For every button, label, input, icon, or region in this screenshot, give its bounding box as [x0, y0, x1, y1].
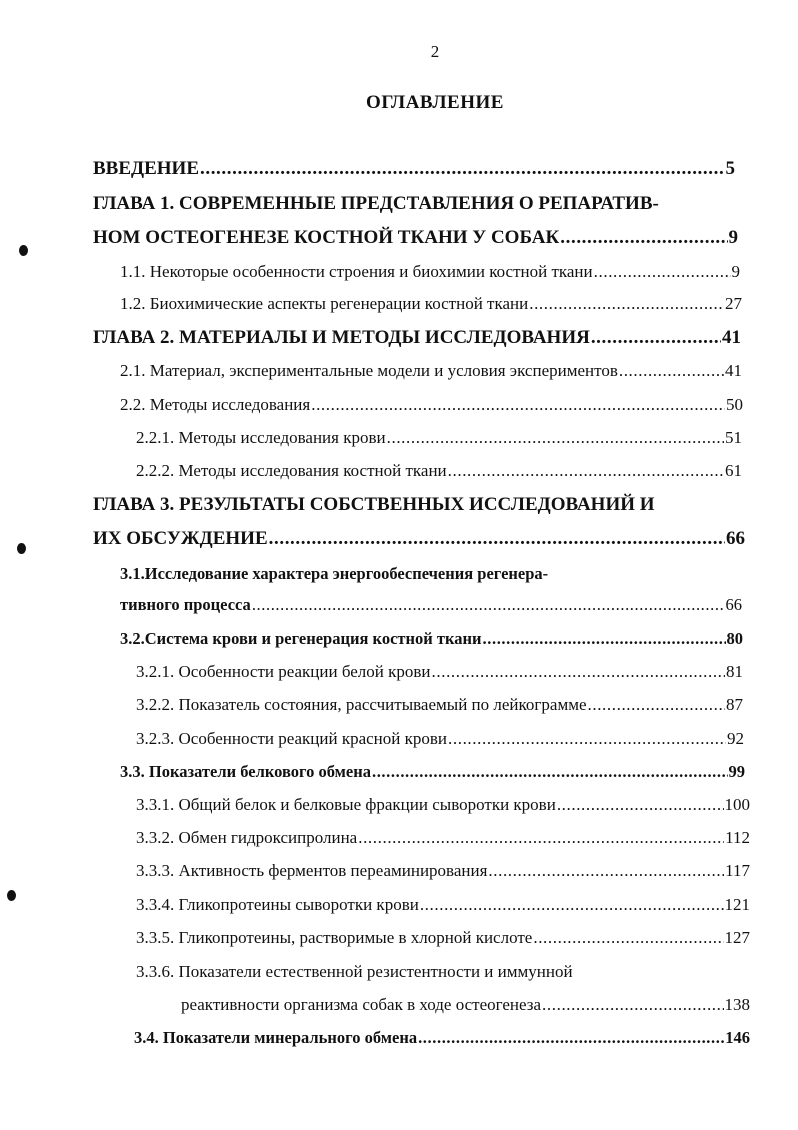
toc-entry-title: 1.1. Некоторые особенности строения и биохимии костной ткани — [120, 262, 593, 281]
toc-entry-1-2 — [120, 294, 742, 318]
toc-entry-3-4 — [134, 1028, 750, 1052]
toc-entry-ch1-line1: ГЛАВА 1. СОВРЕМЕННЫЕ ПРЕДСТАВЛЕНИЯ О РЕПАРАТИВ- — [93, 193, 659, 214]
toc-entry-page: 41 — [725, 361, 742, 380]
toc-entry-title: 3.3.1. Общий белок и белковые фракции сыворотки крови — [136, 795, 556, 814]
toc-entry-title: 3.2.Система крови и регенерация костной ткани — [120, 629, 482, 648]
toc-entry-title: 3.2.3. Особенности реакций красной крови — [136, 729, 448, 748]
toc-entry-3-3-5 — [136, 928, 750, 952]
toc-entry-3-3 — [120, 762, 745, 786]
toc-entry-title: 1.2. Биохимические аспекты регенерации костной ткани — [120, 294, 529, 313]
toc-entry-page: 99 — [728, 762, 745, 781]
toc-entry-title: 3.2.2. Показатель состояния, рассчитываемый по лейкограмме — [136, 695, 587, 714]
toc-entry-title: ВВЕДЕНИЕ — [93, 158, 199, 179]
toc-entry-ch2 — [93, 327, 741, 351]
toc-entry-ch1 — [93, 227, 738, 251]
toc-entry-page: 92 — [727, 729, 744, 748]
toc-entry-page: 127 — [724, 928, 750, 947]
toc-entry-3-2-3 — [136, 729, 744, 753]
toc-entry-page: 9 — [731, 262, 740, 281]
punch-hole-mark — [7, 890, 16, 901]
toc-entry-title: реактивности организма собак в ходе остеогенеза — [181, 995, 542, 1014]
toc-entry-3-3-2 — [136, 828, 750, 852]
toc-entry-2-1 — [120, 361, 742, 385]
toc-entry-ch3 — [93, 528, 745, 552]
toc-entry-3-3-6 — [181, 995, 750, 1019]
toc-entry-page: 9 — [728, 227, 738, 248]
toc-entry-3-3-1 — [136, 795, 750, 819]
toc-entry-page: 121 — [724, 895, 750, 914]
toc-entry-page: 51 — [725, 428, 742, 447]
toc-entry-3-3-3 — [136, 861, 750, 885]
toc-entry-title: 2.1. Материал, экспериментальные модели и условия экспериментов — [120, 361, 618, 380]
toc-entry-3-3-4 — [136, 895, 750, 919]
toc-entry-title: 3.3.5. Гликопротеины, растворимые в хлорной кислоте — [136, 928, 533, 947]
toc-entry-page: 100 — [724, 795, 750, 814]
toc-entry-1-1 — [120, 262, 740, 286]
toc-entry-3-1 — [120, 595, 742, 619]
toc-entry-title: тивного процесса — [120, 595, 251, 614]
toc-entry-title: 3.3.3. Активность ферментов переаминирования — [136, 861, 488, 880]
toc-entry-page: 27 — [725, 294, 742, 313]
toc-entry-title: ИХ ОБСУЖДЕНИЕ — [93, 528, 268, 549]
punch-hole-mark — [17, 543, 26, 554]
toc-entry-page: 50 — [726, 395, 743, 414]
toc-entry-page: 87 — [726, 695, 743, 714]
toc-entry-title: 2.2.2. Методы исследования костной ткани — [136, 461, 447, 480]
toc-entry-page: 81 — [726, 662, 743, 681]
toc-entry-2-2-1 — [136, 428, 742, 452]
toc-entry-title: 3.4. Показатели минерального обмена — [134, 1028, 418, 1047]
toc-entry-page: 138 — [724, 995, 750, 1014]
toc-entry-page: 5 — [725, 158, 735, 179]
toc-entry-page: 117 — [725, 861, 750, 880]
toc-entry-title: 2.2. Методы исследования — [120, 395, 311, 414]
toc-entry-intro — [93, 158, 735, 182]
punch-hole-mark — [19, 245, 28, 256]
toc-entry-page: 66 — [726, 528, 745, 549]
page-title: ОГЛАВЛЕНИЕ — [366, 92, 504, 113]
toc-entry-title: НОМ ОСТЕОГЕНЕЗЕ КОСТНОЙ ТКАНИ У СОБАК — [93, 227, 560, 248]
toc-entry-page: 146 — [725, 1028, 750, 1047]
toc-entry-3-2-1 — [136, 662, 743, 686]
toc-entry-3-2 — [120, 629, 743, 653]
toc-entry-page: 41 — [722, 327, 741, 348]
toc-entry-title: 3.3. Показатели белкового обмена — [120, 762, 371, 781]
page-number: 2 — [430, 42, 440, 61]
toc-entry-2-2-2 — [136, 461, 742, 485]
toc-entry-3-2-2 — [136, 695, 743, 719]
toc-entry-title: ГЛАВА 2. МАТЕРИАЛЫ И МЕТОДЫ ИССЛЕДОВАНИЯ — [93, 327, 590, 348]
toc-entry-title: 3.3.4. Гликопротеины сыворотки крови — [136, 895, 419, 914]
toc-entry-page: 80 — [726, 629, 743, 648]
toc-entry-title: 2.2.1. Методы исследования крови — [136, 428, 386, 447]
toc-entry-2-2 — [120, 395, 743, 419]
toc-entry-page: 112 — [725, 828, 750, 847]
toc-entry-title: 3.3.2. Обмен гидроксипролина — [136, 828, 358, 847]
toc-entry-3-1-line1: 3.1.Исследование характера энергообеспечения регенера- — [120, 564, 549, 583]
toc-entry-ch3-line1: ГЛАВА 3. РЕЗУЛЬТАТЫ СОБСТВЕННЫХ ИССЛЕДОВАНИЙ И — [93, 494, 655, 515]
toc-entry-page: 66 — [725, 595, 742, 614]
toc-entry-3-3-6-line1: 3.3.6. Показатели естественной резистентности и иммунной — [136, 962, 573, 981]
toc-entry-page: 61 — [725, 461, 742, 480]
toc-entry-title: 3.2.1. Особенности реакции белой крови — [136, 662, 431, 681]
